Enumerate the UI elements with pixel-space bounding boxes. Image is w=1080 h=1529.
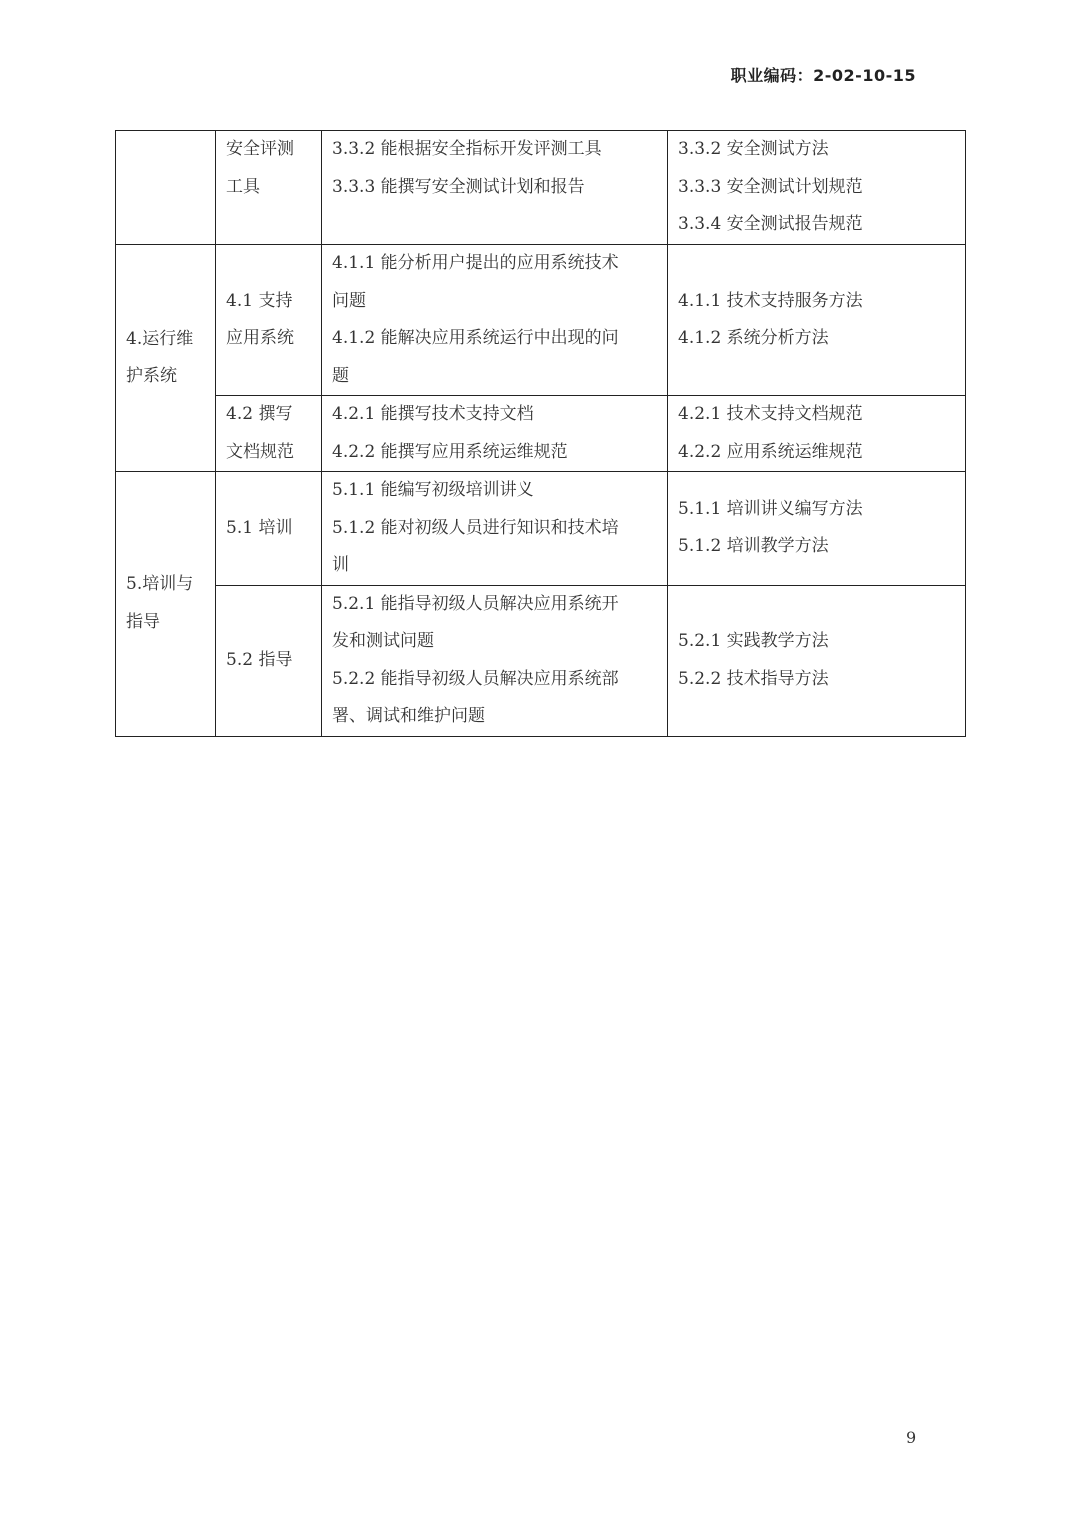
- knowledge-line: 4.1.2 系统分析方法: [678, 328, 829, 348]
- skill-requirements-cell: [322, 245, 668, 396]
- knowledge-cell: [668, 396, 966, 472]
- knowledge-line: 5.1.2 培训教学方法: [678, 536, 829, 557]
- function-line: 指导: [126, 611, 160, 632]
- skill-line: 问题: [332, 290, 366, 311]
- work-unit-line: 工具: [226, 176, 260, 197]
- knowledge-line: 5.1.1 培训讲义编写方法: [678, 498, 863, 519]
- knowledge-line: 5.2.1 实践教学方法: [678, 631, 829, 651]
- skill-line: 4.1.1 能分析用户提出的应用系统技术: [332, 253, 619, 273]
- knowledge-cell: [668, 585, 966, 736]
- function-line: 4.运行维: [126, 328, 194, 349]
- function-line: 5.培训与: [126, 574, 194, 595]
- knowledge-line: 3.3.2 安全测试方法: [678, 139, 829, 159]
- knowledge-line: 4.1.1 技术支持服务方法: [678, 290, 863, 311]
- knowledge-line: 3.3.4 安全测试报告规范: [678, 214, 863, 234]
- work-unit-cell: [216, 245, 322, 396]
- function-cell: [116, 245, 216, 472]
- knowledge-cell: [668, 472, 966, 586]
- skill-requirements-cell: [322, 131, 668, 245]
- skill-requirements-cell: [322, 472, 668, 586]
- table-row: [116, 131, 966, 245]
- work-unit-cell: [216, 585, 322, 736]
- skill-line: 5.1.2 能对初级人员进行知识和技术培: [332, 517, 619, 538]
- knowledge-cell: [668, 245, 966, 396]
- work-unit-line: 4.1 支持: [226, 290, 293, 311]
- work-unit-line: 5.1 培训: [226, 517, 293, 538]
- knowledge-line: 5.2.2 技术指导方法: [678, 668, 829, 689]
- work-unit-line: 应用系统: [226, 328, 294, 348]
- skill-line: 3.3.3 能撰写安全测试计划和报告: [332, 176, 585, 197]
- work-unit-line: 文档规范: [226, 441, 294, 462]
- work-unit-cell: [216, 396, 322, 472]
- skill-line: 4.1.2 能解决应用系统运行中出现的问: [332, 328, 619, 348]
- skill-line: 4.2.2 能撰写应用系统运维规范: [332, 441, 568, 462]
- knowledge-line: 4.2.2 应用系统运维规范: [678, 441, 863, 462]
- work-unit-cell: [216, 131, 322, 245]
- table-row: [116, 585, 966, 736]
- knowledge-line: 4.2.1 技术支持文档规范: [678, 404, 863, 424]
- table-row: [116, 472, 966, 586]
- work-unit-line: 4.2 撰写: [226, 404, 293, 424]
- function-cell-empty: [116, 131, 216, 245]
- skill-line: 署、调试和维护问题: [332, 706, 485, 726]
- knowledge-cell: [668, 131, 966, 245]
- work-unit-line: 5.2 指导: [226, 649, 293, 670]
- skill-requirements-table: [115, 130, 966, 737]
- skill-requirements-cell: [322, 585, 668, 736]
- page-number: 9: [906, 1428, 917, 1447]
- skill-requirements-cell: [322, 396, 668, 472]
- skill-line: 5.2.1 能指导初级人员解决应用系统开: [332, 593, 619, 614]
- skill-line: 4.2.1 能撰写技术支持文档: [332, 404, 534, 424]
- function-cell: [116, 472, 216, 737]
- occupation-code: 职业编码：2-02-10-15: [730, 66, 916, 85]
- table-row: [116, 396, 966, 472]
- skill-line: 5.1.1 能编写初级培训讲义: [332, 480, 534, 500]
- skill-line: 训: [332, 555, 349, 575]
- table-row: [116, 245, 966, 396]
- skill-line: 5.2.2 能指导初级人员解决应用系统部: [332, 668, 619, 689]
- skill-line: 3.3.2 能根据安全指标开发评测工具: [332, 139, 602, 159]
- work-unit-line: 安全评测: [226, 139, 294, 159]
- skill-line: 发和测试问题: [332, 631, 434, 651]
- work-unit-cell: [216, 472, 322, 586]
- function-line: 护系统: [126, 366, 177, 386]
- skill-line: 题: [332, 365, 349, 386]
- knowledge-line: 3.3.3 安全测试计划规范: [678, 176, 863, 197]
